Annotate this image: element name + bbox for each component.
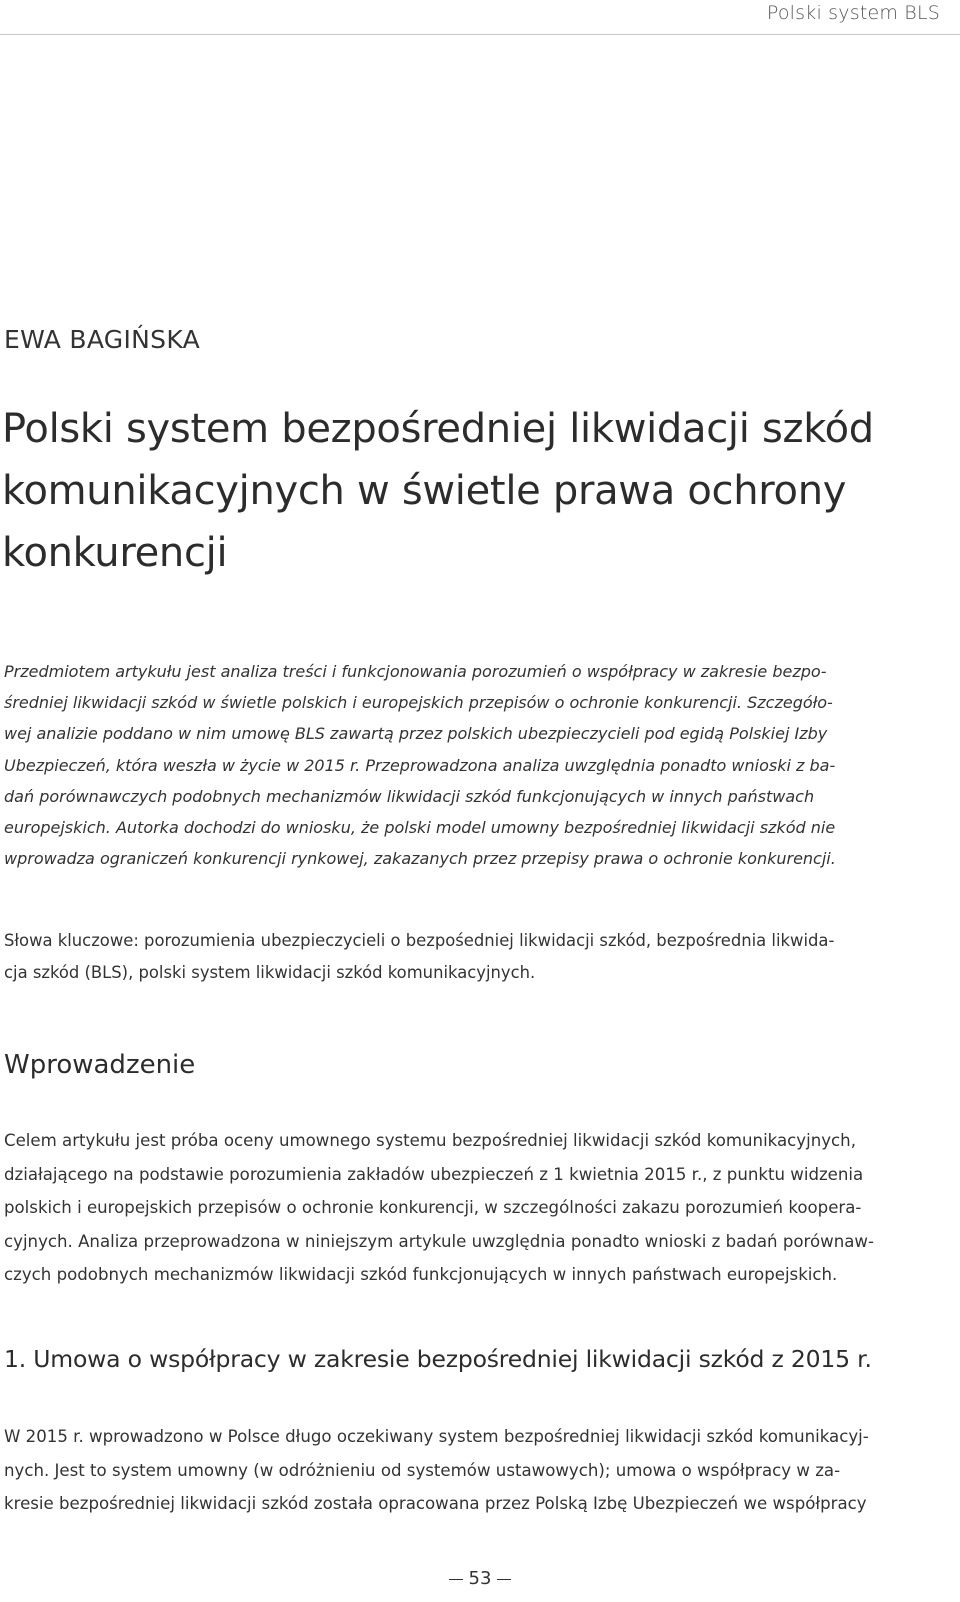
abstract-line: dań porównawczych podobnych mechanizmów likwidacji szkód funkcjonujących w innych państwach <box>4 786 815 806</box>
keywords-line: cja szkód (BLS), polski system likwidacji szkód komunikacyjnych. <box>4 962 536 982</box>
running-head <box>0 0 960 34</box>
keywords-text: porozumienia ubezpieczycieli o bezpośedniej likwidacji szkód, bezpośrednia likwida- <box>138 931 835 950</box>
article-title <box>2 398 942 584</box>
author-name: EWA BAGIŃSKA <box>4 325 200 354</box>
abstract-line: średniej likwidacji szkód w świetle polskich i europejskich przepisów o ochronie konkurencji. Szczegóło- <box>4 693 833 713</box>
header-divider <box>0 34 960 35</box>
body-line: nych. Jest to system umowny (w odróżnieniu od systemów ustawowych); umowa o współpracy w za- <box>4 1460 841 1480</box>
title-line: komunikacyjnych w świetle prawa ochrony <box>2 468 847 514</box>
footer-dash-left <box>449 1579 463 1580</box>
body-line: cyjnych. Analiza przeprowadzona w niniejszym artykule uwzględnia ponadto wnioski z badań porównaw- <box>4 1231 874 1251</box>
abstract-line: europejskich. Autorka dochodzi do wniosku, że polski model umowny bezpośredniej likwidacji szkód nie <box>4 818 836 838</box>
abstract-line: Przedmiotem artykułu jest analiza treści i funkcjonowania porozumień o współpracy w zakresie bezpo- <box>4 662 827 681</box>
section-heading-1: 1. Umowa o współpracy w zakresie bezpośredniej likwidacji szkód z 2015 r. <box>4 1345 872 1373</box>
keywords <box>4 925 940 988</box>
keywords-label: Słowa kluczowe: <box>4 931 139 950</box>
title-line: konkurencji <box>2 530 228 576</box>
body-line: czych podobnych mechanizmów likwidacji szkód funkcjonujących w innych państwach europejskich. <box>4 1265 838 1284</box>
abstract <box>4 656 940 874</box>
abstract-line: Ubezpieczeń, która weszła w życie w 2015 r. Przeprowadzona analiza uwzględnia ponadto wnioski z ba- <box>4 755 836 775</box>
section-heading-introduction: Wprowadzenie <box>4 1050 196 1080</box>
body-line: W 2015 r. wprowadzono w Polsce długo oczekiwany system bezpośredniej likwidacji szkód komunikacyj- <box>4 1427 869 1446</box>
page-footer <box>0 1568 960 1598</box>
page-number: 53 <box>468 1568 492 1589</box>
keywords-line <box>4 925 940 957</box>
body-line: polskich i europejskich przepisów o ochronie konkurencji, w szczególności zakazu porozumień koopera- <box>4 1198 862 1217</box>
abstract-line: wej analizie poddano w nim umowę BLS zawartą przez polskich ubezpieczycieli pod egidą Polskiej Izby <box>4 724 828 744</box>
running-head-title: Polski system BLS <box>766 2 940 24</box>
body-line: kresie bezpośredniej likwidacji szkód została opracowana przez Polską Izbę Ubezpieczeń we współpracy <box>4 1494 867 1513</box>
introduction-body <box>4 1124 940 1292</box>
body-line: działającego na podstawie porozumienia zakładów ubezpieczeń z 1 kwietnia 2015 r., z punktu widzenia <box>4 1164 864 1184</box>
title-line: Polski system bezpośredniej likwidacji szkód <box>2 406 874 452</box>
abstract-line: wprowadza ograniczeń konkurencji rynkowej, zakazanych przez przepisy prawa o ochronie konkurencji. <box>4 849 836 869</box>
section-1-body <box>4 1420 940 1521</box>
footer-dash-right <box>497 1579 511 1580</box>
body-line: Celem artykułu jest próba oceny umownego systemu bezpośredniej likwidacji szkód komunikacyjnych, <box>4 1131 856 1150</box>
